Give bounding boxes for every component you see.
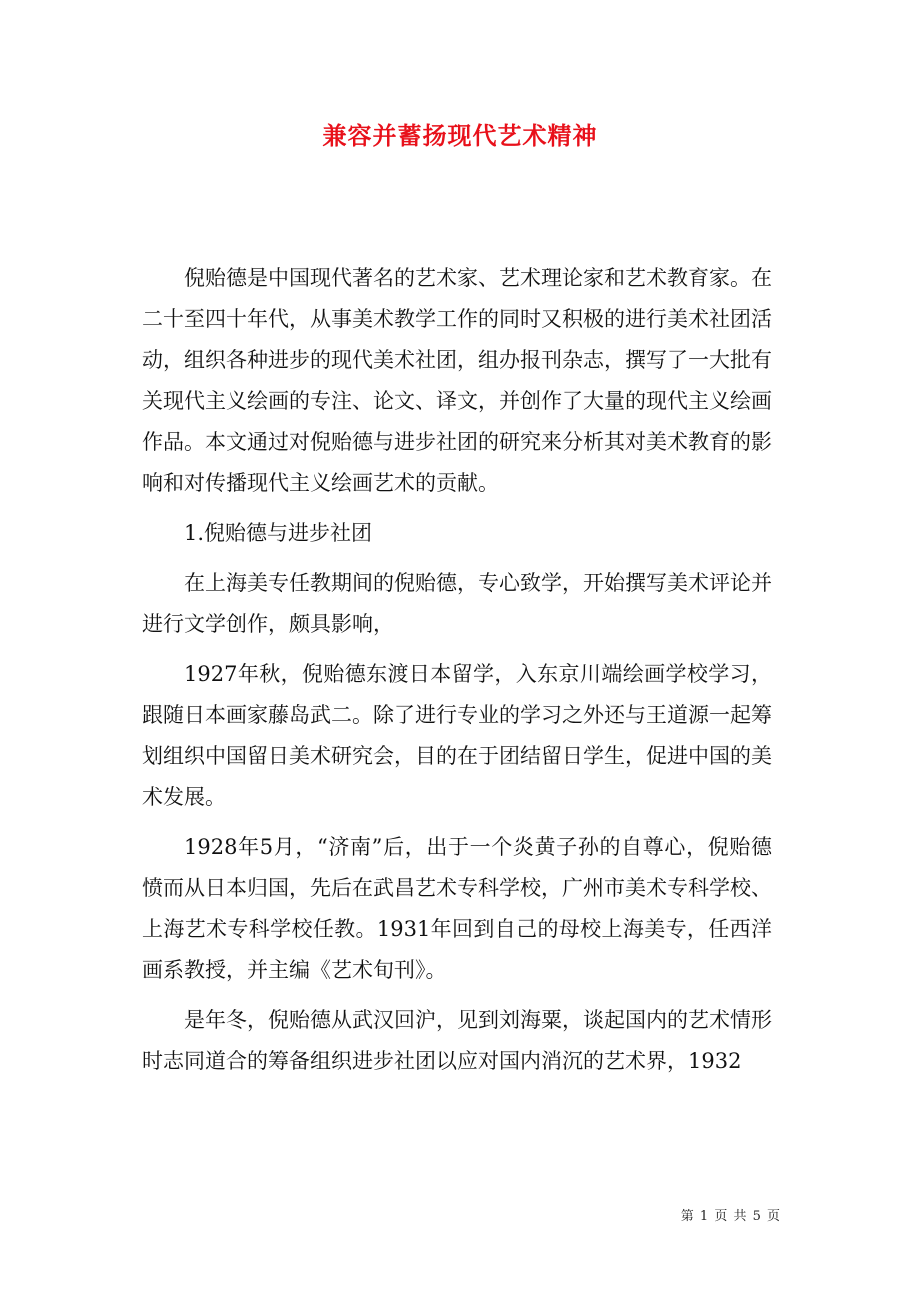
paragraph: 是年冬，倪贻德从武汉回沪，见到刘海粟，谈起国内的艺术情形时志同道合的筹备组织进步社团以应对国内消沉的艺术界，1932 [142,1008,772,1073]
document-title: 兼容并蓄扬现代艺术精神 [322,121,598,150]
paragraph: 在上海美专任教期间的倪贻德，专心致学，开始撰写美术评论并进行文学创作，颇具影响， [142,571,772,636]
page-number-footer: 第 1 页 共 5 页 [680,1209,780,1224]
paragraph: 1928年5月，“济南”后，出于一个炎黄子孙的自尊心，倪贻德愤而从日本归国，先后在武昌艺术专科学校，广州市美术专科学校、上海艺术专科学校任教。1931年回到自己的母校上海美专，任西洋画系教授，并主编《艺术旬刊》。 [142,835,772,982]
paragraph-intro: 倪贻德是中国现代著名的艺术家、艺术理论家和艺术教育家。在二十至四十年代，从事美术教学工作的同时又积极的进行美术社团活动，组织各种进步的现代美术社团，组办报刊杂志，撰写了一大批有关现代主义绘画的专注、论文、译文，并创作了大量的现代主义绘画作品。本文通过对倪贻德与进步社团的研究来分析其对美术教育的影响和对传播现代主义绘画艺术的贡献。 [142,266,772,495]
document-body [142,258,772,1091]
section-heading: 1.倪贻德与进步社团 [184,521,373,545]
paragraph: 1927年秋，倪贻德东渡日本留学，入东京川端绘画学校学习，跟随日本画家藤岛武二。除了进行专业的学习之外还与王道源一起筹划组织中国留日美术研究会，目的在于团结留日学生，促进中国的美术发展。 [142,662,772,809]
